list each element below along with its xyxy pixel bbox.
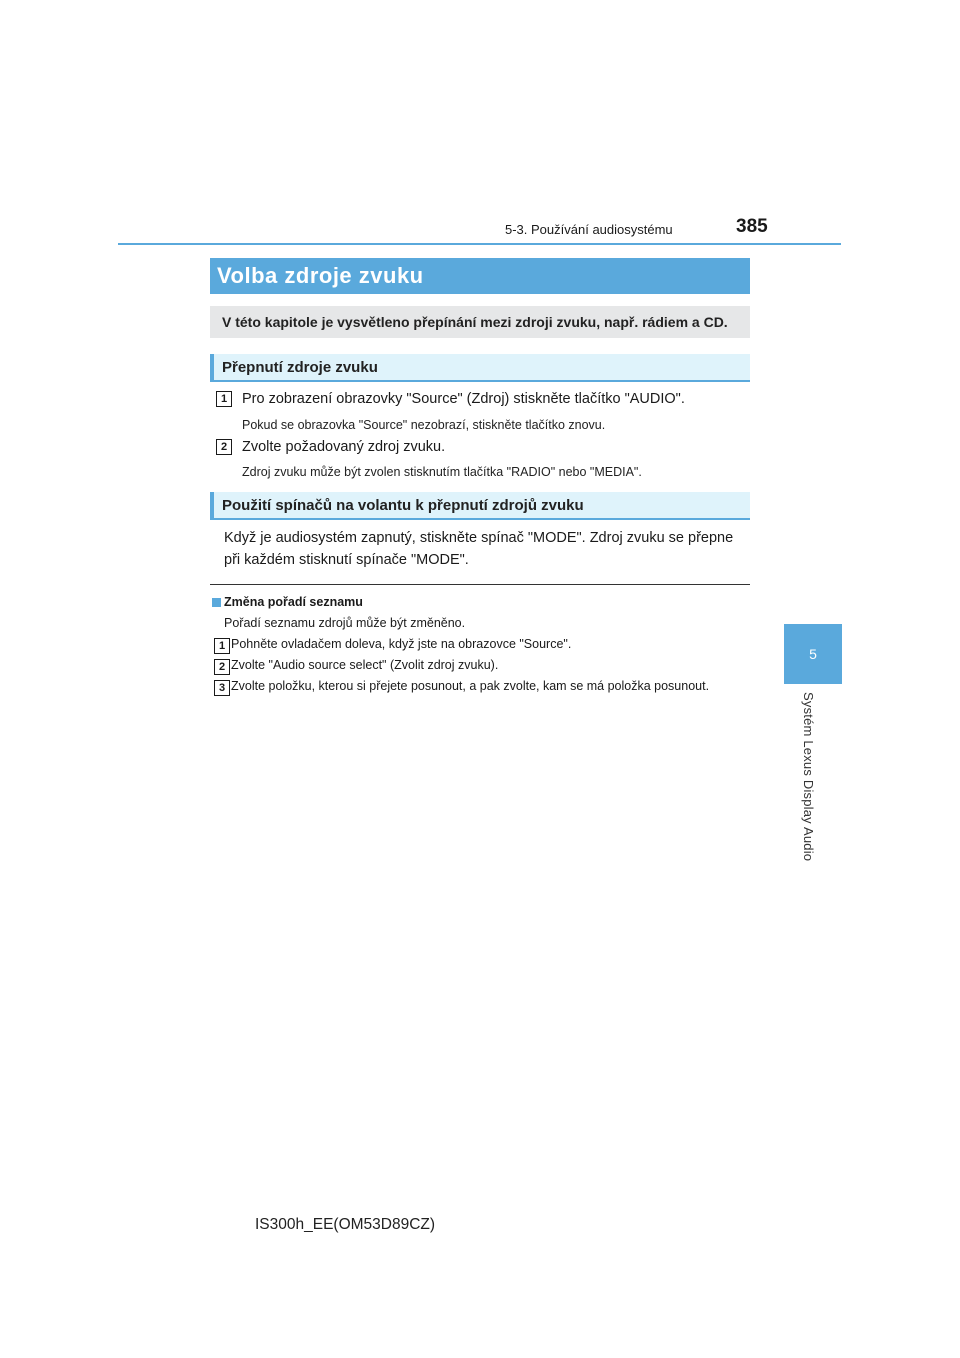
step-text: Zvolte položku, kterou si přejete posunout, a pak zvolte, kam se má položka posunout. — [231, 679, 710, 693]
step-badge: 2 — [216, 439, 232, 455]
paragraph-mode-switch: Když je audiosystém zapnutý, stiskněte spínač "MODE". Zdroj zvuku se přepne při každém stisknutí spínače "MODE". — [224, 530, 734, 568]
chapter-number: 5 — [809, 646, 817, 662]
footer-document-code: IS300h_EE(OM53D89CZ) — [255, 1216, 436, 1233]
step-badge: 1 — [216, 391, 232, 407]
divider — [210, 584, 750, 585]
list-heading: Změna pořadí seznamu — [224, 595, 363, 609]
step-text: Zvolte požadovaný zdroj zvuku. — [242, 439, 446, 455]
step-note: Pokud se obrazovka "Source" nezobrazí, stiskněte tlačítko znovu. — [242, 418, 606, 432]
chapter-title: Systém Lexus Display Audio — [801, 692, 816, 862]
step-badge: 2 — [214, 659, 230, 675]
step-text: Pohněte ovladačem doleva, když jste na obrazovce "Source". — [231, 637, 572, 651]
square-bullet-icon — [212, 598, 221, 607]
page-number: 385 — [736, 216, 768, 237]
header-rule — [118, 243, 841, 245]
section-title: Volba zdroje zvuku — [210, 258, 750, 294]
intro-box: V této kapitole je vysvětleno přepínání mezi zdroji zvuku, např. rádiem a CD. — [210, 306, 750, 338]
step-text: Pro zobrazení obrazovky "Source" (Zdroj) stiskněte tlačítko "AUDIO". — [242, 391, 685, 407]
list-intro: Pořadí seznamu zdrojů může být změněno. — [224, 616, 466, 630]
step-note: Zdroj zvuku může být zvolen stisknutím tlačítka "RADIO" nebo "MEDIA". — [242, 465, 642, 479]
step-badge: 3 — [214, 680, 230, 696]
subheading-steering-switches: Použití spínačů na volantu k přepnutí zdrojů zvuku — [210, 492, 750, 520]
step-text: Zvolte "Audio source select" (Zvolit zdroj zvuku). — [231, 658, 499, 672]
subheading-switch-source: Přepnutí zdroje zvuku — [210, 354, 750, 382]
running-header-section: 5-3. Používání audiosystému — [505, 222, 673, 237]
step-badge: 1 — [214, 638, 230, 654]
chapter-tab — [784, 624, 842, 684]
